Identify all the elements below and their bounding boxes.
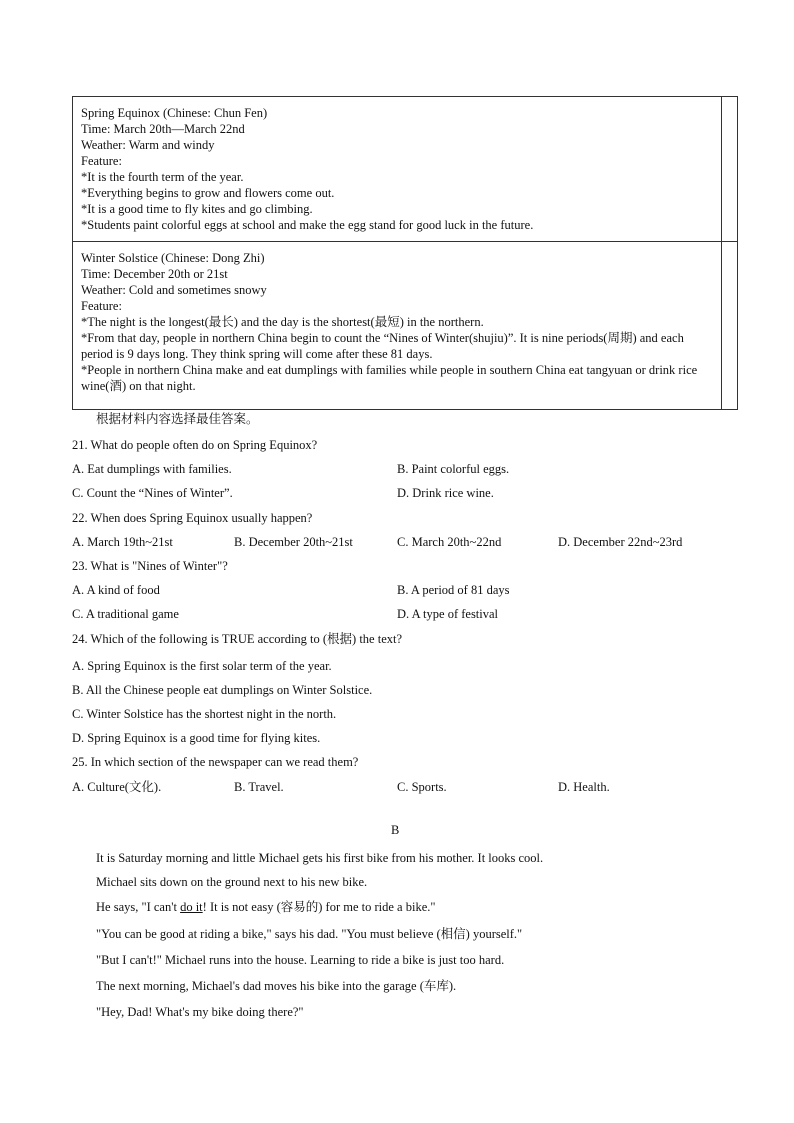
question-24-option-b[interactable]: B. All the Chinese people eat dumplings on Winter Solstice.: [72, 683, 373, 697]
question-24-option-a[interactable]: A. Spring Equinox is the first solar term of the year.: [72, 659, 332, 673]
question-22-option-d[interactable]: D. December 22nd~23rd: [558, 535, 683, 549]
question-21-option-d[interactable]: D. Drink rice wine.: [397, 486, 494, 500]
winter-title: Winter Solstice (Chinese: Dong Zhi): [81, 251, 265, 265]
question-21-stem: 21. What do people often do on Spring Equinox?: [72, 438, 318, 452]
question-25-stem: 25. In which section of the newspaper can we read them?: [72, 755, 359, 769]
question-24-stem: 24. Which of the following is TRUE according to (根据) the text?: [72, 632, 403, 646]
passage-paragraph: "Hey, Dad! What's my bike doing there?": [96, 1005, 304, 1019]
passage-paragraph: [96, 899, 435, 915]
question-22-option-c[interactable]: C. March 20th~22nd: [397, 535, 502, 549]
question-24-option-d[interactable]: D. Spring Equinox is a good time for flying kites.: [72, 731, 321, 745]
question-23-option-b[interactable]: B. A period of 81 days: [397, 583, 510, 597]
passage-paragraph: "But I can't!" Michael runs into the house. Learning to ride a bike is just too hard.: [96, 953, 505, 967]
spring-feature-label: Feature:: [81, 154, 122, 168]
spring-equinox-cell: [73, 97, 737, 242]
winter-point: *The night is the longest(最长) and the day is the shortest(最短) in the northern.: [81, 315, 484, 329]
question-25-option-d[interactable]: D. Health.: [558, 780, 610, 794]
spring-point: *Everything begins to grow and flowers come out.: [81, 186, 335, 200]
winter-time: Time: December 20th or 21st: [81, 267, 228, 281]
winter-point: *People in northern China make and eat dumplings with families while people in southern China eat tangyuan or drink rice wine(酒) on that night.: [81, 363, 698, 393]
question-22-option-b[interactable]: B. December 20th~21st: [234, 535, 353, 549]
question-25-option-c[interactable]: C. Sports.: [397, 780, 447, 794]
underlined-phrase: do it: [180, 900, 203, 914]
question-23-option-d[interactable]: D. A type of festival: [397, 607, 499, 621]
winter-solstice-cell: [73, 242, 737, 409]
passage-paragraph: It is Saturday morning and little Michael gets his first bike from his mother. It looks cool.: [96, 851, 544, 865]
question-21-option-b[interactable]: B. Paint colorful eggs.: [397, 462, 510, 476]
instruction: 根据材料内容选择最佳答案。: [96, 412, 259, 426]
passage-text: He says, "I can't: [96, 900, 181, 914]
passage-paragraph: Michael sits down on the ground next to his new bike.: [96, 875, 368, 889]
info-table: [72, 96, 738, 410]
question-22-option-a[interactable]: A. March 19th~21st: [72, 535, 173, 549]
section-b-label: B: [391, 823, 400, 837]
question-23-option-c[interactable]: C. A traditional game: [72, 607, 179, 621]
spring-time: Time: March 20th—March 22nd: [81, 122, 245, 136]
question-23-option-a[interactable]: A. A kind of food: [72, 583, 160, 597]
question-21-option-c[interactable]: C. Count the “Nines of Winter”.: [72, 486, 233, 500]
question-21-option-a[interactable]: A. Eat dumplings with families.: [72, 462, 232, 476]
spring-point: *It is the fourth term of the year.: [81, 170, 244, 184]
question-22-stem: 22. When does Spring Equinox usually happen?: [72, 511, 313, 525]
spring-point: *Students paint colorful eggs at school and make the egg stand for good luck in the future.: [81, 218, 534, 232]
spring-title: Spring Equinox (Chinese: Chun Fen): [81, 106, 268, 120]
spring-weather: Weather: Warm and windy: [81, 138, 215, 152]
passage-text: ! It is not easy (容易的) for me to ride a bike.": [202, 900, 436, 914]
spring-point: *It is a good time to fly kites and go climbing.: [81, 202, 313, 216]
winter-weather: Weather: Cold and sometimes snowy: [81, 283, 267, 297]
winter-feature-label: Feature:: [81, 299, 122, 313]
winter-point: *From that day, people in northern China begin to count the “Nines of Winter(shujiu)”. It is nine periods(周期) and each period is 9 days long. They think spring will come after these 81 days.: [81, 331, 684, 361]
question-25-option-b[interactable]: B. Travel.: [234, 780, 284, 794]
passage-paragraph: The next morning, Michael's dad moves his bike into the garage (车库).: [96, 979, 457, 993]
question-23-stem: 23. What is "Nines of Winter"?: [72, 559, 228, 573]
question-25-option-a[interactable]: A. Culture(文化).: [72, 780, 162, 794]
passage-paragraph: "You can be good at riding a bike," says his dad. "You must believe (相信) yourself.": [96, 927, 523, 941]
question-24-option-c[interactable]: C. Winter Solstice has the shortest night in the north.: [72, 707, 337, 721]
